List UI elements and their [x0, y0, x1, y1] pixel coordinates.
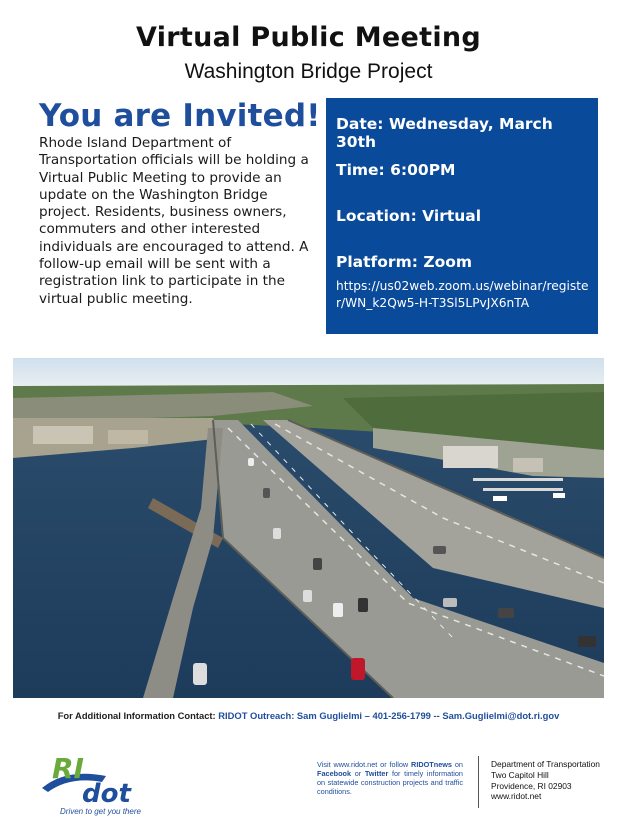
contact-phone: 401-256-1799	[372, 710, 431, 721]
address-line: Department of Transportation	[491, 759, 600, 769]
logo-tagline: Driven to get you there	[60, 807, 141, 816]
facebook-link[interactable]: Facebook	[317, 769, 352, 778]
visit-text-4: for timely information on statewide construction projects and traffic conditions.	[317, 769, 463, 796]
twitter-link[interactable]: Twitter	[364, 769, 389, 778]
ridotnews-link[interactable]: RIDOTnews	[411, 760, 452, 769]
logo-ri-text: RI	[52, 752, 84, 785]
address-block	[491, 759, 600, 802]
ridot-logo	[36, 748, 166, 818]
bridge-aerial-image	[13, 358, 604, 698]
invite-heading: You are Invited!	[39, 98, 321, 134]
contact-sep-2: --	[430, 710, 443, 721]
contact-line	[0, 710, 617, 721]
address-line: Providence, RI 02903	[491, 780, 572, 791]
logo-dot-text: DOT	[82, 779, 131, 809]
registration-link[interactable]: https://us02web.zoom.us/webinar/register/WN_k2Qw5-H-T3Sl5LPvJX6nTA	[336, 279, 589, 310]
bridge-photo	[13, 358, 604, 698]
meeting-location: Location: Virtual	[336, 207, 482, 225]
meeting-date: Date: Wednesday, March 30th	[336, 115, 553, 151]
meeting-time: Time: 6:00PM	[336, 161, 456, 179]
footer-divider	[478, 756, 479, 808]
website-link[interactable]: www.ridot.net	[491, 791, 542, 802]
meeting-platform: Platform: Zoom	[336, 253, 473, 271]
page-title: Virtual Public Meeting	[135, 22, 482, 53]
contact-org: RIDOT Outreach: Sam Guglielmi	[218, 710, 363, 721]
contact-prefix: For Additional Information Contact:	[57, 710, 219, 721]
address-line: Two Capitol Hill	[491, 769, 549, 780]
visit-info	[317, 760, 463, 796]
meeting-details-box	[326, 98, 598, 334]
ridot-logo-graphic	[36, 748, 166, 818]
contact-email[interactable]: Sam.Guglielmi@dot.ri.gov	[442, 710, 560, 721]
visit-text-1: Visit www.ridot.net or follow	[317, 760, 412, 769]
invite-body: Rhode Island Department of Transportation officials will be holding a Virtual Public Meeting to provide an update on the Washington Bridge project. Residents, business owners, commuters and other interested individuals are encouraged to attend. A follow-up email will be sent with a registration link to participate in the virtual public meeting.	[39, 135, 309, 307]
visit-text-3: or	[351, 769, 365, 778]
visit-text-2: on	[452, 760, 463, 769]
page-subtitle: Washington Bridge Project	[184, 60, 433, 83]
contact-sep-1: –	[362, 710, 373, 721]
